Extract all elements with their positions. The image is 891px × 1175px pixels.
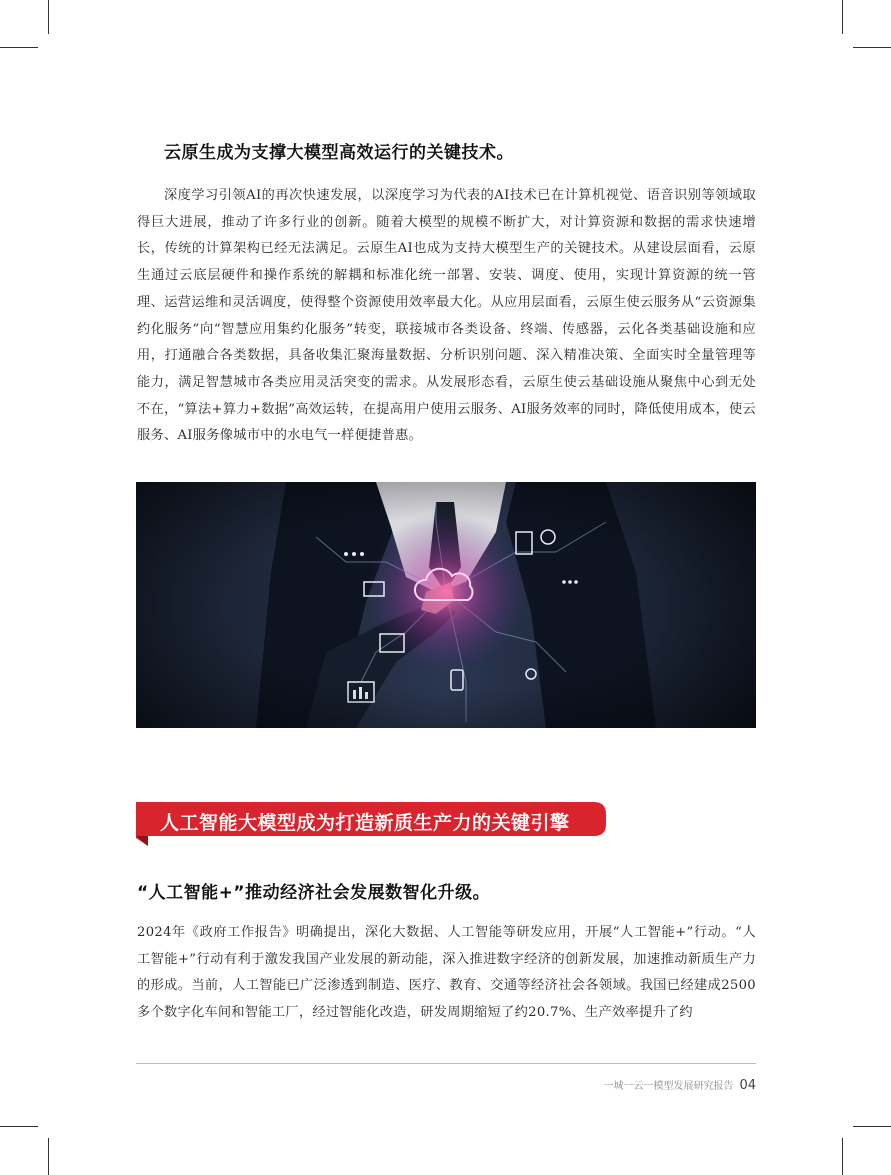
- footer-title: 一城一云一模型发展研究报告: [603, 1081, 734, 1092]
- section-banner: [136, 802, 606, 848]
- section-heading: 云原生成为支撑大模型高效运行的关键技术。: [164, 143, 514, 163]
- body-paragraph: 深度学习引领AI的再次快速发展，以深度学习为代表的AI技术已在计算机视觉、语音识别等领域取得巨大进展，推动了许多行业的创新。随着大模型的规模不断扩大，对计算资源和数据的需求快速增长，传统的计算架构已经无法满足。云原生AI也成为支持大模型生产的关键技术。从建设层面看，云原生通过云底层硬件和操作系统的解耦和标准化统一部署、安装、调度、使用，实现计算资源的统一管理、运营运维和灵活调度，使得整个资源使用效率最大化。从应用层面看，云原生使云服务从“云资源集约化服务”向“智慧应用集约化服务”转变，联接城市各类设备、终端、传感器，云化各类基础设施和应用，打通融合各类数据，具备收集汇聚海量数据、分析识别问题、深入精准决策、全面实时全量管理等能力，满足智慧城市各类应用灵活突变的需求。从发展形态看，云原生使云基础设施从聚焦中心到无处不在，“算法+算力+数据”高效运转，在提高用户使用云服务、AI服务效率的同时，降低使用成本，使云服务、AI服务像城市中的水电气一样便捷普惠。: [137, 188, 756, 444]
- section-heading: “人工智能+”推动经济社会发展数智化升级。: [137, 883, 491, 903]
- page-number: 04: [739, 1078, 756, 1093]
- footer-divider: [136, 1063, 756, 1064]
- crop-mark: [853, 1126, 891, 1127]
- cloud-network-illustration: [136, 482, 756, 728]
- crop-mark: [48, 0, 49, 34]
- crop-mark: [853, 47, 891, 48]
- banner-title: 人工智能大模型成为打造新质生产力的关键引擎: [160, 812, 570, 834]
- crop-mark: [48, 1138, 49, 1175]
- crop-mark: [0, 1126, 38, 1127]
- crop-mark: [0, 47, 38, 48]
- crop-mark: [842, 1138, 843, 1175]
- body-paragraph: 2024年《政府工作报告》明确提出，深化大数据、人工智能等研发应用，开展“人工智能+”行动。“人工智能+”行动有利于激发我国产业发展的新动能，深入推进数字经济的创新发展，加速推动新质生产力的形成。当前，人工智能已广泛渗透到制造、医疗、教育、交通等经济社会各领域。我国已经建成2500多个数字化车间和智能工厂，经过智能化改造，研发周期缩短了约20.7%、生产效率提升了约: [137, 925, 756, 1021]
- crop-mark: [842, 0, 843, 34]
- page-footer: [603, 1077, 756, 1093]
